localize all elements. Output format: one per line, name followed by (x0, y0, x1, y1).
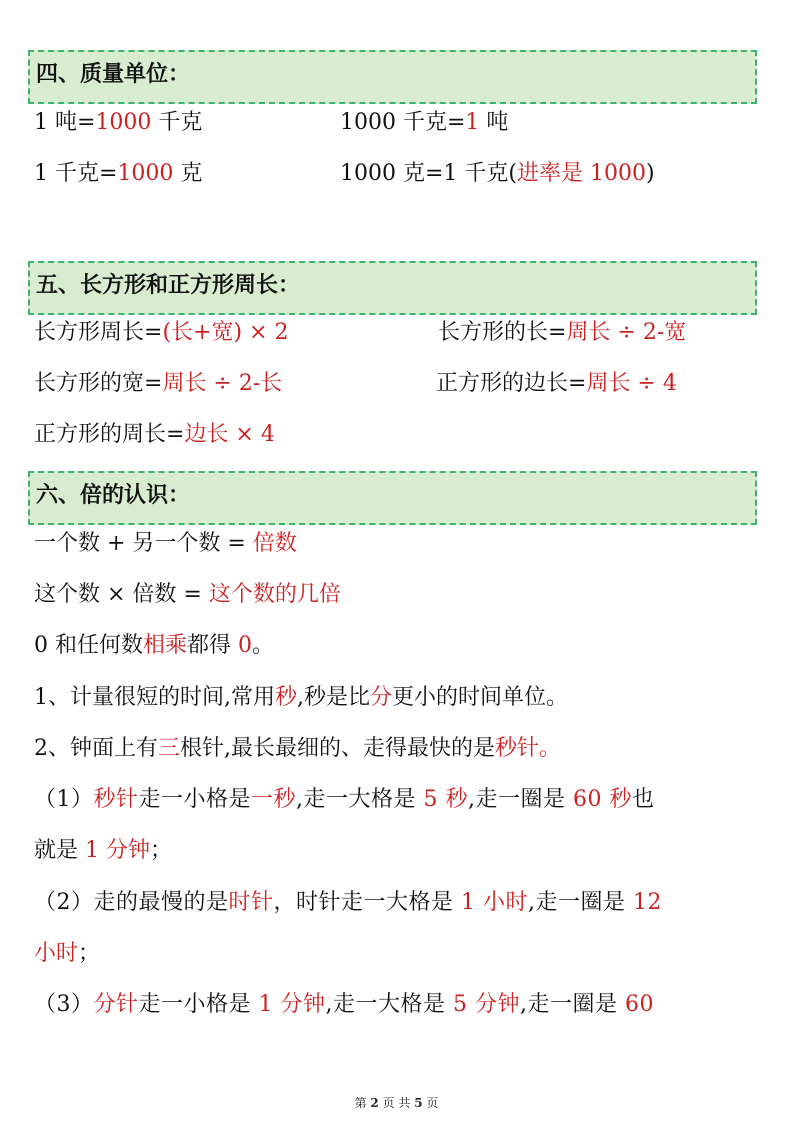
page-footer: 第 2 页 共 5 页 (354, 1096, 439, 1110)
perimeter-line-1a: 长方形周长=(长+宽) × 2 (34, 320, 289, 345)
perimeter-line-3: 正方形的周长=边长 × 4 (34, 422, 275, 447)
mass-line-2a: 1 千克=1000 克 (34, 161, 203, 186)
zero-product-line: 0 和任何数相乘都得 0。 (34, 633, 275, 658)
hour-hand-line: （2）走的最慢的是时针，时针走一大格是 1 小时,走一圈是 12 (34, 890, 663, 915)
second-hand-line-cont: 就是 1 分钟； (34, 838, 173, 863)
perimeter-line-2b: 正方形的边长=周长 ÷ 4 (436, 371, 677, 396)
perimeter-line-1b: 长方形的长=周长 ÷ 2-宽 (438, 320, 687, 345)
section-header-mass-units: 四、质量单位： (28, 50, 757, 104)
multiples-line-2: 这个数 × 倍数 = 这个数的几倍 (34, 582, 341, 607)
mass-line-2b: 1000 克=1 千克(进率是 1000) (340, 161, 655, 186)
perimeter-line-2a: 长方形的宽=周长 ÷ 2-长 (34, 371, 283, 396)
clock-hands-line: 2、钟面上有三根针,最长最细的、走得最快的是秒针。 (34, 736, 562, 761)
time-unit-line: 1、计量很短的时间,常用秒,秒是比分更小的时间单位。 (34, 685, 569, 710)
multiples-line-1: 一个数 + 另一个数 = 倍数 (34, 531, 297, 556)
second-hand-line: （1）秒针走一小格是一秒,走一大格是 5 秒,走一圈是 60 秒也 (34, 787, 655, 812)
section-header-perimeter: 五、长方形和正方形周长： (28, 261, 757, 315)
mass-line-1a: 1 吨=1000 千克 (34, 110, 203, 135)
section-header-multiples: 六、倍的认识： (28, 471, 757, 525)
mass-line-1b: 1000 千克=1 吨 (340, 110, 509, 135)
minute-hand-line: （3）分针走一小格是 1 分钟,走一大格是 5 分钟,走一圈是 60 (34, 992, 655, 1017)
hour-hand-line-cont: 小时； (34, 941, 101, 966)
